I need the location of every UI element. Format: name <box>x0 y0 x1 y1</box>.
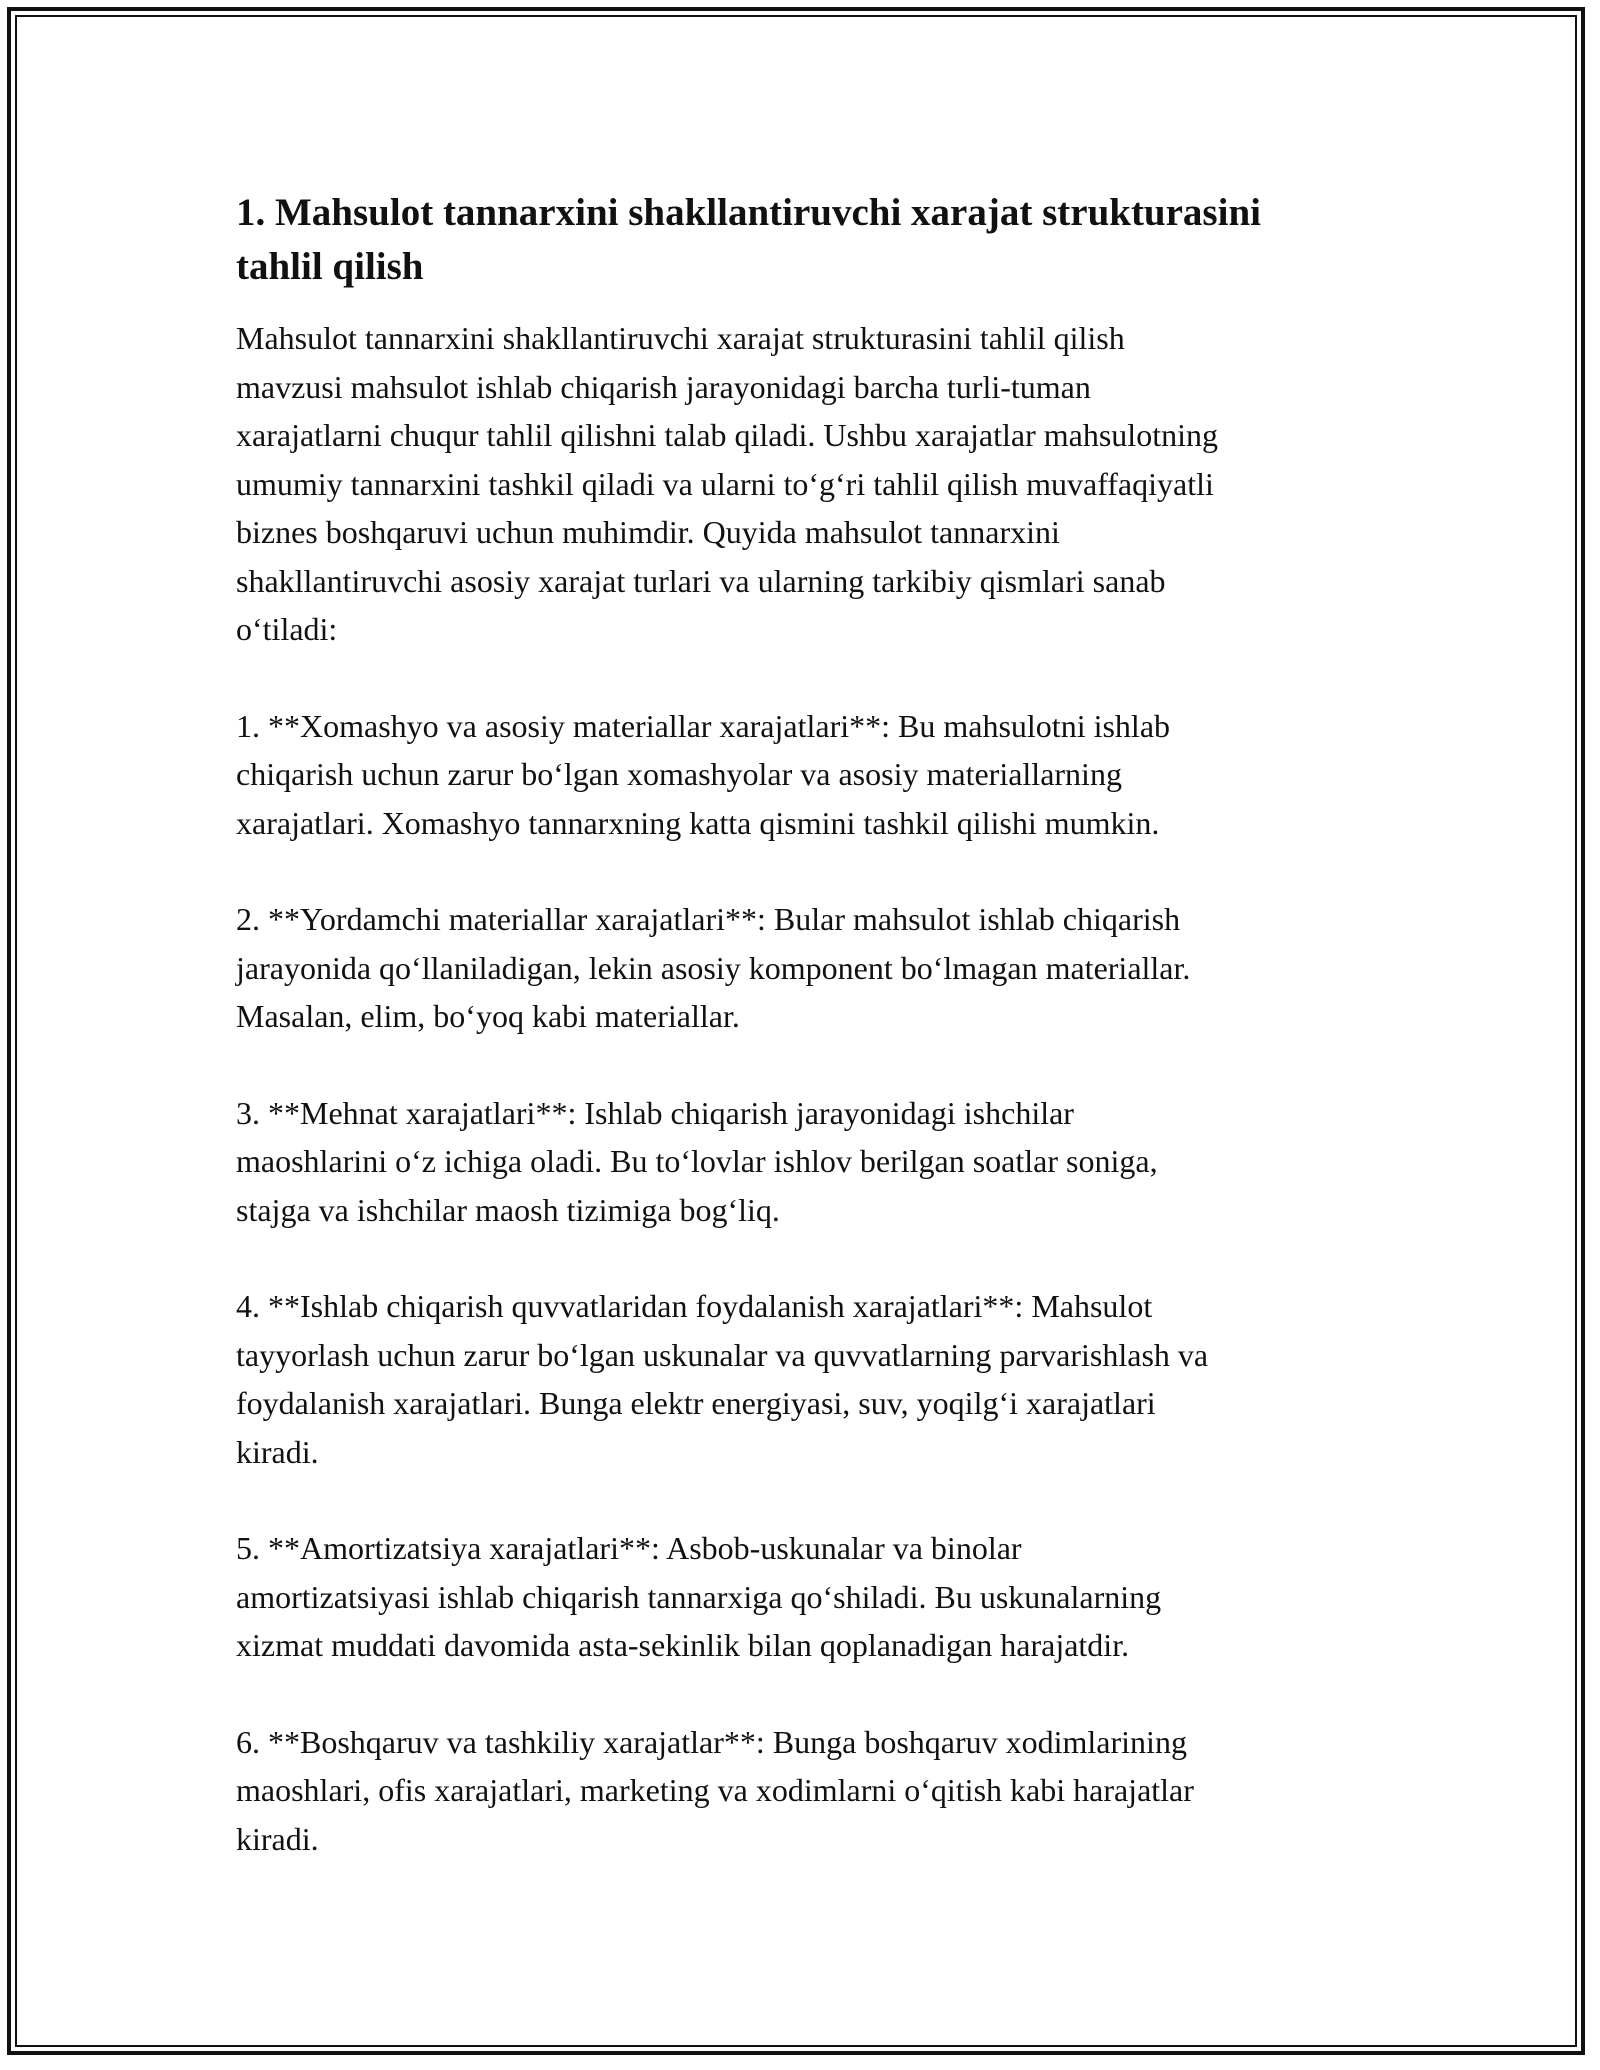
intro-paragraph: Mahsulot tannarxini shakllantiruvchi xarajat strukturasini tahlil qilish mavzusi mahsulot ishlab chiqarish jarayonidagi barcha turli-tuman xarajatlarni chuqur tahlil qilishni talab qiladi. Ushbu xarajatlar mahsulotning umumiy tannarxini tashkil qiladi va ularni to‘g‘ri tahlil qilish muvaffaqiyatli biznes boshqaruvi uchun muhimdir. Quyida mahsulot tannarxini shakllantiruvchi asosiy xarajat turlari va ularning tarkibiy qismlari sanab o‘tiladi: <box>236 320 1218 647</box>
list-item-raw-materials: 1. **Xomashyo va asosiy materiallar xarajatlari**: Bu mahsulotni ishlab chiqarish uchun zarur bo‘lgan xomashyolar va asosiy materiallarning xarajatlari. Xomashyo tannarxning katta qismini tashkil qilishi mumkin. <box>236 707 1171 841</box>
list-item-management: 6. **Boshqaruv va tashkiliy xarajatlar**: Bunga boshqaruv xodimlarining maoshlari, ofis xarajatlari, marketing va xodimlarni o‘qitish kabi harajatlar kiradi. <box>236 1723 1194 1857</box>
document-body <box>236 186 1366 1911</box>
list-item-auxiliary-materials: 2. **Yordamchi materiallar xarajatlari**: Bular mahsulot ishlab chiqarish jarayonida qo‘llaniladigan, lekin asosiy komponent bo‘lmagan materiallar. Masalan, elim, bo‘yoq kabi materiallar. <box>236 901 1191 1034</box>
list-item-labor: 3. **Mehnat xarajatlari**: Ishlab chiqarish jarayonidagi ishchilar maoshlarini o‘z ichiga oladi. Bu to‘lovlar ishlov berilgan soatlar soniga, stajga va ishchilar maosh tizimiga bog‘liq. <box>236 1094 1158 1228</box>
list-item-depreciation: 5. **Amortizatsiya xarajatlari**: Asbob-uskunalar va binolar amortizatsiyasi ishlab chiqarish tannarxiga qo‘shiladi. Bu uskunalarning xizmat muddati davomida asta-sekinlik bilan qoplanadigan harajatdir. <box>236 1530 1162 1663</box>
document-title: 1. Mahsulot tannarxini shakllantiruvchi xarajat strukturasini tahlil qilish <box>236 191 1261 288</box>
list-item-production-capacity: 4. **Ishlab chiqarish quvvatlaridan foydalanish xarajatlari**: Mahsulot tayyorlash uchun zarur bo‘lgan uskunalar va quvvatlarning parvarishlash va foydalanish xarajatlari. Bunga elektr energiyasi, suv, yoqilg‘i xarajatlari kiradi. <box>236 1288 1209 1470</box>
